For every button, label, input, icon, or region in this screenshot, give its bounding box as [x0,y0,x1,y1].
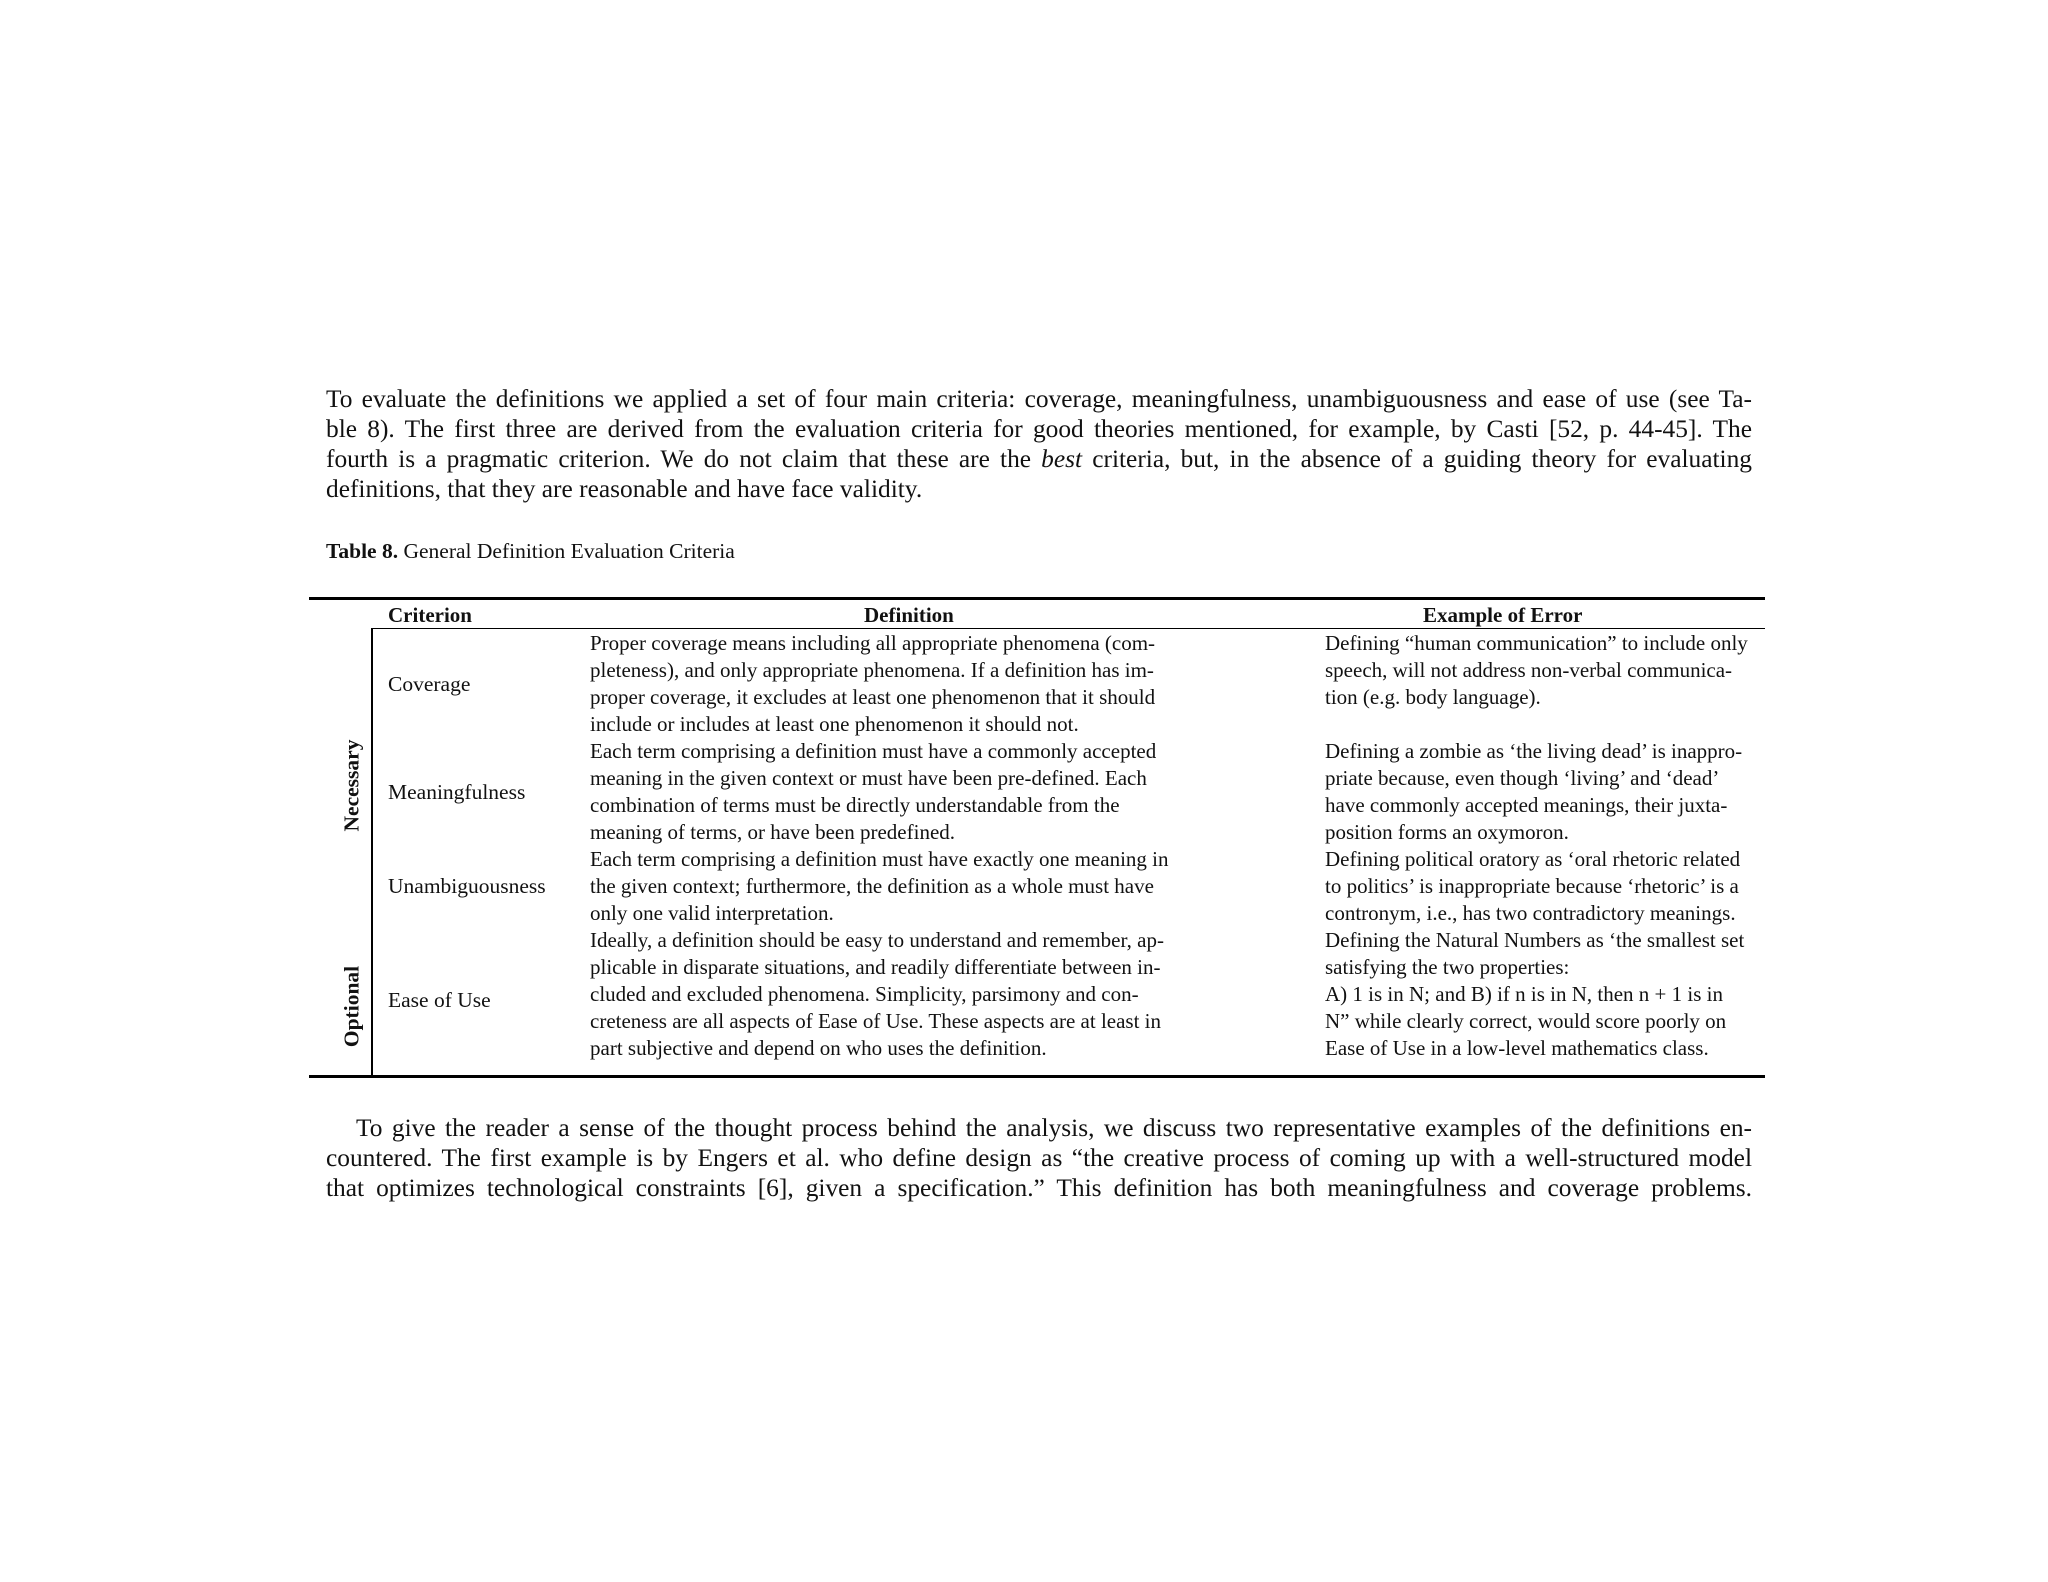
definition-line: Proper coverage means including all appropriate phenomena (com- [590,631,1156,655]
definition-line: Ideally, a definition should be easy to understand and remember, ap- [590,928,1164,952]
definition-line: meaning of terms, or have been predefined. [590,820,956,844]
header-definition: Definition [864,603,954,627]
definition-ease-of-use [590,927,1164,1062]
example-line: have commonly accepted meanings, their juxta- [1325,793,1728,817]
criterion-unambiguousness: Unambiguousness [388,874,546,898]
example-line: Defining political oratory as ‘oral rhetoric related [1325,847,1741,871]
criterion-ease-of-use: Ease of Use [388,988,491,1012]
definition-line: proper coverage, it excludes at least one phenomenon that it should [590,685,1156,709]
example-line: A) 1 is in N; and B) if n is in N, then n + 1 is in [1325,982,1723,1006]
criterion-meaningfulness: Meaningfulness [388,780,526,804]
definition-unambiguousness [590,846,1169,927]
example-line: to politics’ is inappropriate because ‘rhetoric’ is a [1325,874,1739,898]
emphasis-best: best [1041,445,1083,473]
definition-line: meaning in the given context or must have been pre-defined. Each [590,766,1147,790]
definition-meaningfulness [590,738,1156,846]
example-line: speech, will not address non-verbal communica- [1325,658,1733,682]
definition-coverage [590,630,1155,738]
example-line: position forms an oxymoron. [1325,820,1569,844]
definition-line: the given context; furthermore, the definition as a whole must have [590,874,1154,898]
example-line: contronym, i.e., has two contradictory meanings. [1325,901,1736,925]
example-ease-of-use [1325,927,1744,1062]
definition-line: combination of terms must be directly understandable from the [590,793,1120,817]
example-line: priate because, even though ‘living’ and ‘dead’ [1325,766,1720,790]
table-caption-text: General Definition Evaluation Criteria [398,539,735,563]
paragraph-line: countered. The first example is by Engers et al. who define design as “the creative process of coming up with a well-structured model [326,1144,1752,1172]
example-line: Ease of Use in a low-level mathematics class. [1325,1036,1709,1060]
definition-line: only one valid interpretation. [590,901,834,925]
paragraph-line: definitions, that they are reasonable and have face validity. [326,475,923,503]
paragraph-line: that optimizes technological constraints [6], given a specification.” This definition has both meaningfulness and coverage problems. [326,1174,1752,1202]
definition-line: pleteness), and only appropriate phenomena. If a definition has im- [590,658,1154,682]
example-line: N” while clearly correct, would score poorly on [1325,1009,1727,1033]
paragraph-line: ble 8). The first three are derived from the evaluation criteria for good theories mentioned, for example, by Casti [52, p. 44-45]. The [326,415,1752,443]
definition-line: Each term comprising a definition must have a commonly accepted [590,739,1157,763]
definition-line: creteness are all aspects of Ease of Use. These aspects are at least in [590,1009,1162,1033]
example-line: satisfying the two properties: [1325,955,1570,979]
paragraph-line: To give the reader a sense of the thought process behind the analysis, we discuss two representative examples of the definitions en- [356,1114,1752,1142]
intro-paragraph [326,384,1752,504]
header-example: Example of Error [1423,603,1583,627]
definition-line: Each term comprising a definition must have exactly one meaning in [590,847,1169,871]
example-meaningfulness [1325,738,1742,846]
group-label-necessary: Necessary [339,739,364,832]
table-caption [326,539,735,564]
header-criterion: Criterion [388,603,472,627]
example-line: Defining “human communication” to include only [1325,631,1748,655]
definition-line: part subjective and depend on who uses the definition. [590,1036,1047,1060]
definition-line: cluded and excluded phenomena. Simplicity, parsimony and con- [590,982,1139,1006]
example-unambiguousness [1325,846,1740,927]
example-line: Defining the Natural Numbers as ‘the smallest set [1325,928,1745,952]
table-top-rule [309,597,1765,600]
table-group-divider [371,628,373,1078]
group-label-optional: Optional [339,965,364,1048]
criteria-table [309,597,1765,1079]
paragraph-line: To evaluate the definitions we applied a set of four main criteria: coverage, meaningfulness, unambiguousness and ease of use (see Ta- [326,385,1752,413]
analysis-paragraph [326,1113,1752,1203]
example-coverage [1325,630,1748,711]
criterion-coverage: Coverage [388,672,471,696]
definition-line: include or includes at least one phenomenon it should not. [590,712,1079,736]
table-header-rule [372,628,1765,629]
paragraph-line-emphasis: fourth is a pragmatic criterion. We do not claim that these are the best criteria, but, in the absence of a guiding theory for evaluating [326,445,1752,473]
example-line: Defining a zombie as ‘the living dead’ is inappro- [1325,739,1743,763]
table-caption-label: Table 8. [326,539,399,563]
table-bottom-rule [309,1075,1765,1078]
definition-line: plicable in disparate situations, and readily differentiate between in- [590,955,1161,979]
example-line: tion (e.g. body language). [1325,685,1541,709]
